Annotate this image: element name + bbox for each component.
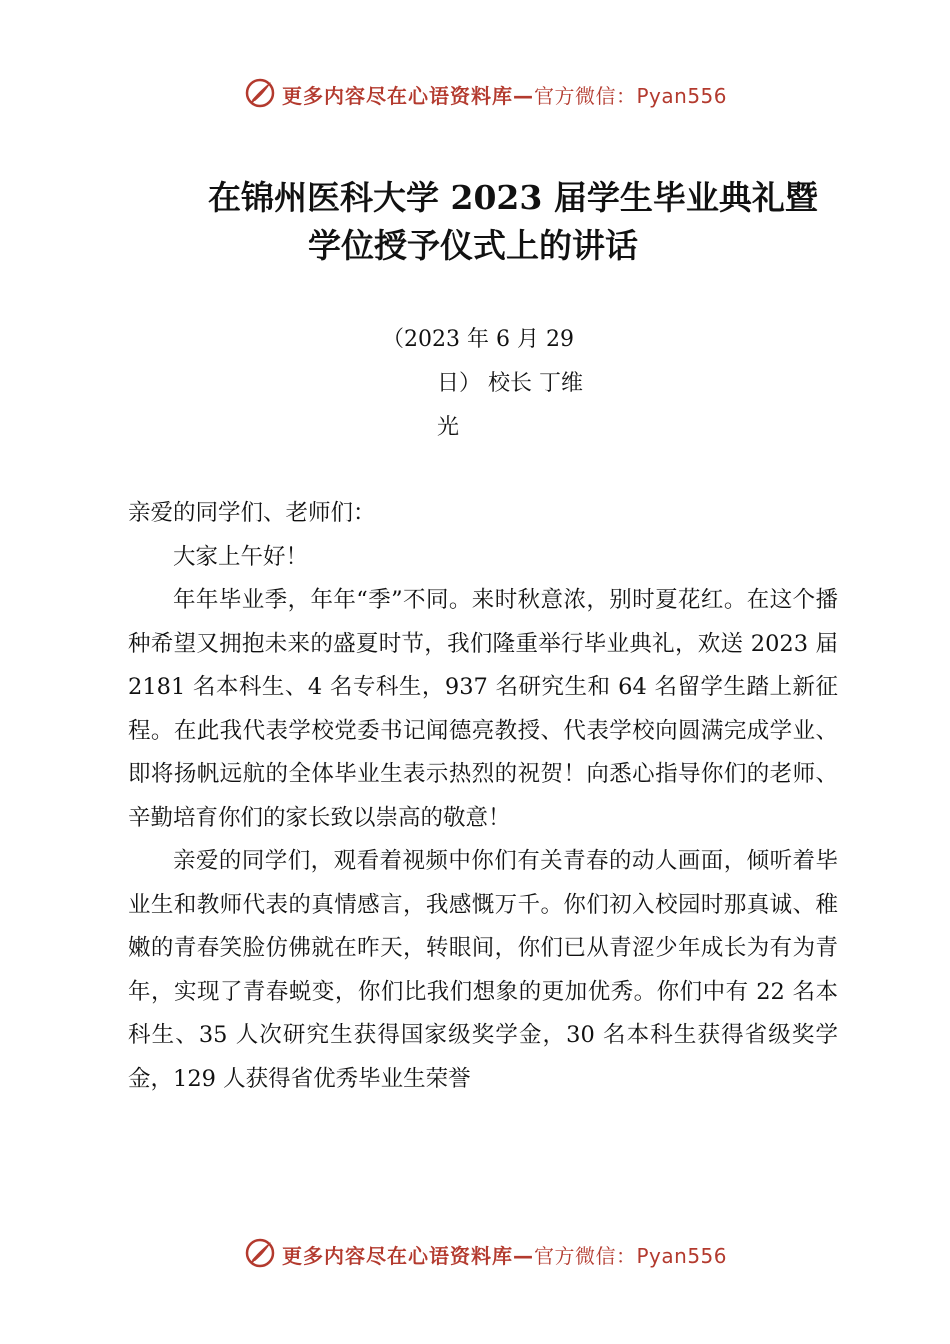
date-line-3: 光 xyxy=(437,415,460,440)
banner-text: 更多内容尽在心语资料库—官方微信：Pyan556 xyxy=(282,1244,728,1268)
paragraph-2: 亲爱的同学们，观看着视频中你们有关青春的动人画面，倾听着毕业生和教师代表的真情感言，我感慨万千。你们初入校园时那真诚、稚嫩的青春笑脸仿佛就在昨天，转眼间，你们已从青涩少年成长为有为青年，实现了青春蜕变，你们比我们想象的更加优秀。你们中有 22 名本科生、35 人次研究生获得国家级奖学金，30 名本科生获得省级奖学金，129 人获得省优秀毕业生荣誉 xyxy=(128,848,838,1092)
header-banner xyxy=(0,74,950,114)
paragraph-1: 年年毕业季，年年“季”不同。来时秋意浓，别时夏花红。在这个播种希望又拥抱未来的盛夏时节，我们隆重举行毕业典礼，欢送 2023 届 2181 名本科生、4 名专科生，937 名研究生和 64 名留学生踏上新征程。在此我代表学校党委书记闻德亮教授、代表学校向圆满完成学业、即将扬帆远航的全体毕业生表示热烈的祝贺！向悉心指导你们的老师、辛勤培育你们的家长致以崇高的敬意！ xyxy=(128,587,838,831)
document-body xyxy=(128,492,838,1101)
document-title-line-2: 学位授予仪式上的讲话 xyxy=(308,226,638,265)
banner-text: 更多内容尽在心语资料库—官方微信：Pyan556 xyxy=(282,84,728,108)
document-title-line-1: 在锦州医科大学 2023 届学生毕业典礼暨 xyxy=(208,178,818,217)
banner-wechat: 官方微信：Pyan556 xyxy=(534,84,728,108)
date-line-2: 日） 校长 丁维 xyxy=(437,371,583,396)
banner-wechat: 官方微信：Pyan556 xyxy=(534,1244,728,1268)
salutation: 亲爱的同学们、老师们： xyxy=(128,500,376,526)
greeting: 大家上午好！ xyxy=(173,543,309,570)
quill-logo-icon xyxy=(243,1236,277,1270)
quill-logo-icon xyxy=(243,76,277,110)
footer-banner xyxy=(0,1234,950,1274)
date-line-1: （2023 年 6 月 29 xyxy=(382,327,574,352)
